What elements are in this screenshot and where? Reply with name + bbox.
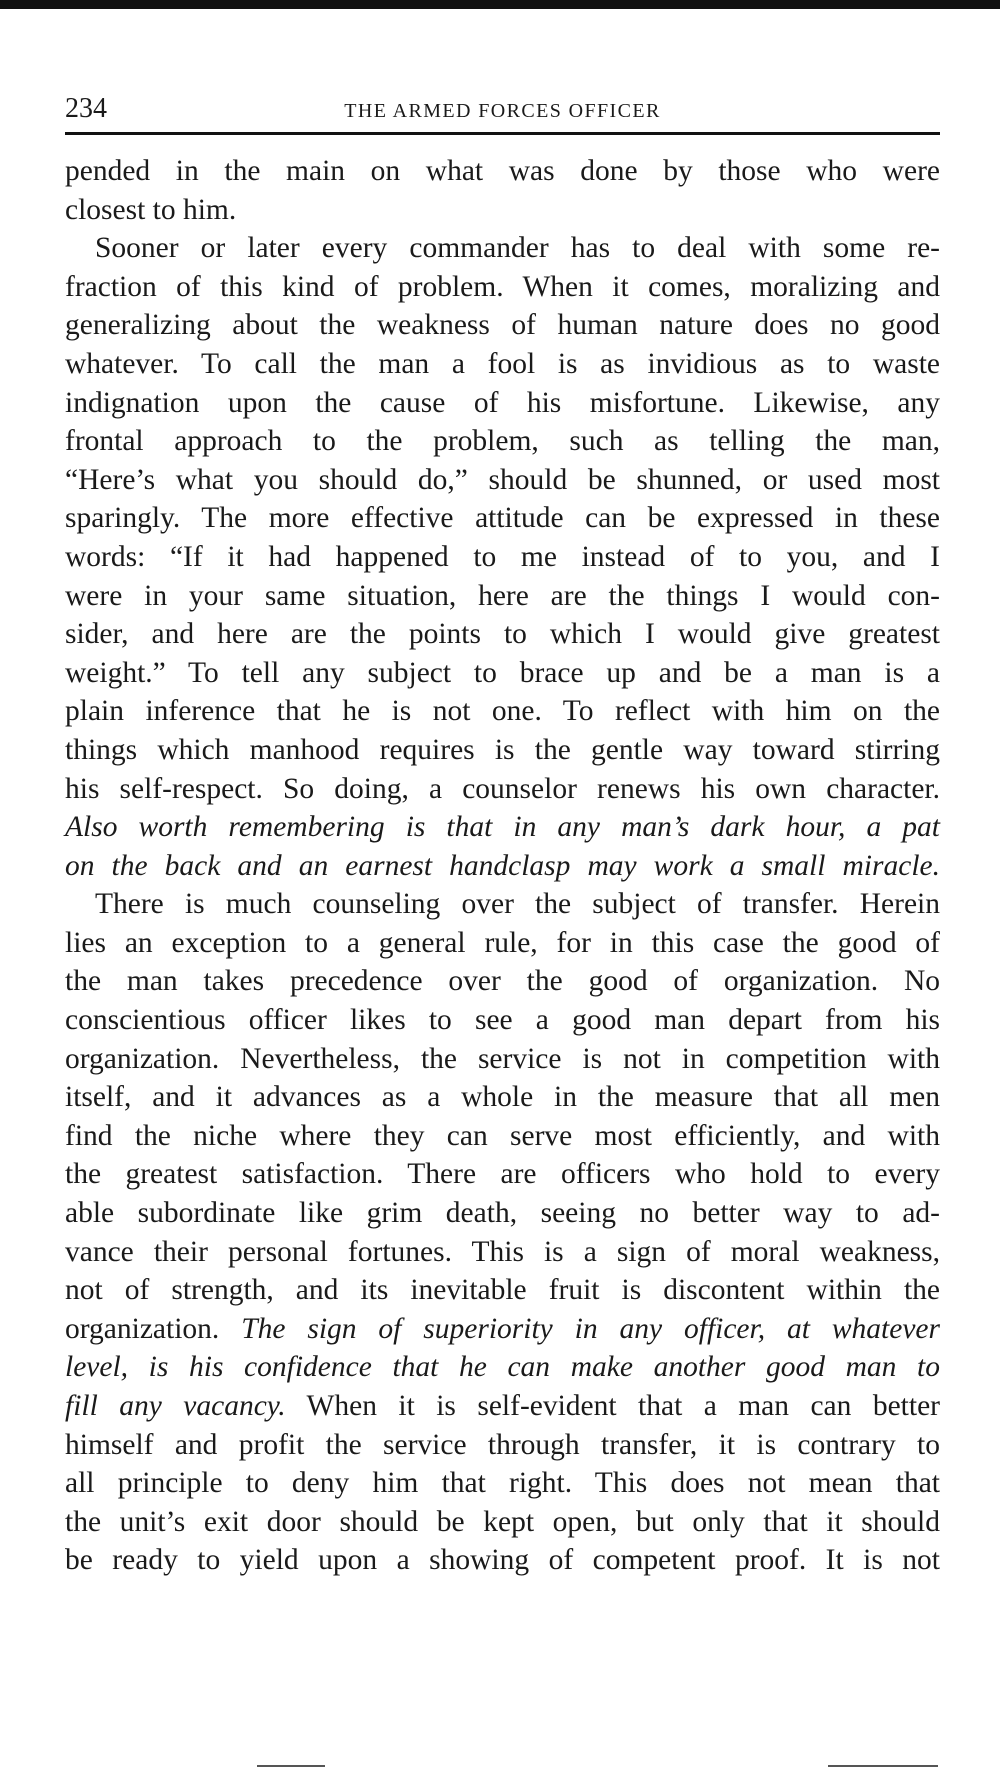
text-line: the man takes precedence over the good of organization. No	[65, 965, 940, 998]
italic-segment: The sign of superiority in any officer, at whatever	[241, 1312, 940, 1345]
text-line: words: “If it had happened to me instead of to you, and I	[65, 540, 940, 573]
scan-mark	[257, 1765, 325, 1767]
text-line: sparingly. The more effective attitude can be expressed in these	[65, 502, 940, 535]
page-header	[65, 92, 940, 135]
text-line: not of strength, and its inevitable fruit is discontent within the	[65, 1274, 940, 1307]
text-line: fraction of this kind of problem. When it comes, moralizing and	[65, 270, 940, 303]
text-line: “Here’s what you should do,” should be shunned, or used most	[65, 463, 940, 496]
text-line: lies an exception to a general rule, for in this case the good of	[65, 926, 940, 959]
text-line: weight.” To tell any subject to brace up and be a man is a	[65, 656, 940, 689]
text-line: himself and profit the service through transfer, it is contrary to	[65, 1428, 940, 1461]
mixed-text-line	[65, 1387, 940, 1426]
text-line: Sooner or later every commander has to deal with some re-	[95, 232, 940, 265]
text-line: generalizing about the weakness of human nature does no good	[65, 309, 940, 342]
italic-text-line: level, is his confidence that he can make another good man to	[65, 1351, 940, 1384]
running-head: THE ARMED FORCES OFFICER	[344, 100, 661, 122]
italic-text-line: on the back and an earnest handclasp may work a small miracle.	[65, 849, 940, 882]
text-line: conscientious officer likes to see a good man depart from his	[65, 1004, 940, 1037]
roman-segment: organization.	[65, 1312, 220, 1345]
body-text	[65, 152, 940, 1580]
text-line: closest to him.	[65, 193, 237, 226]
text-line: indignation upon the cause of his misfortune. Likewise, any	[65, 386, 940, 419]
text-line: were in your same situation, here are the things I would con-	[65, 579, 940, 612]
text-line: all principle to deny him that right. This does not mean that	[65, 1467, 940, 1500]
top-border-rule	[0, 0, 1000, 9]
text-line: There is much counseling over the subject of transfer. Herein	[95, 888, 940, 921]
roman-segment: When it is self-evident that a man can better	[306, 1390, 940, 1422]
text-line: vance their personal fortunes. This is a sign of moral weakness,	[65, 1235, 940, 1268]
scan-mark	[828, 1765, 938, 1767]
mixed-text-line	[65, 1310, 940, 1349]
text-line: whatever. To call the man a fool is as invidious as to waste	[65, 347, 940, 380]
text-line: pended in the main on what was done by those who were	[65, 155, 940, 187]
text-line: the unit’s exit door should be kept open, but only that it should	[65, 1505, 940, 1538]
italic-text-line: Also worth remembering is that in any man’s dark hour, a pat	[65, 811, 940, 844]
text-line: itself, and it advances as a whole in the measure that all men	[65, 1081, 940, 1114]
text-line: able subordinate like grim death, seeing no better way to ad-	[65, 1197, 940, 1230]
italic-segment: fill any vacancy.	[65, 1390, 286, 1422]
text-line: his self-respect. So doing, a counselor renews his own character.	[65, 772, 940, 805]
text-line: plain inference that he is not one. To reflect with him on the	[65, 695, 940, 728]
text-line: sider, and here are the points to which I would give greatest	[65, 618, 940, 651]
page-number: 234	[65, 93, 107, 124]
text-line: things which manhood requires is the gentle way toward stirring	[65, 733, 940, 766]
text-line: organization. Nevertheless, the service is not in competition with	[65, 1042, 940, 1075]
text-line: the greatest satisfaction. There are officers who hold to every	[65, 1158, 940, 1191]
text-line: find the niche where they can serve most efficiently, and with	[65, 1119, 940, 1152]
text-line: frontal approach to the problem, such as telling the man,	[65, 425, 940, 458]
text-line: be ready to yield upon a showing of competent proof. It is not	[65, 1544, 940, 1577]
